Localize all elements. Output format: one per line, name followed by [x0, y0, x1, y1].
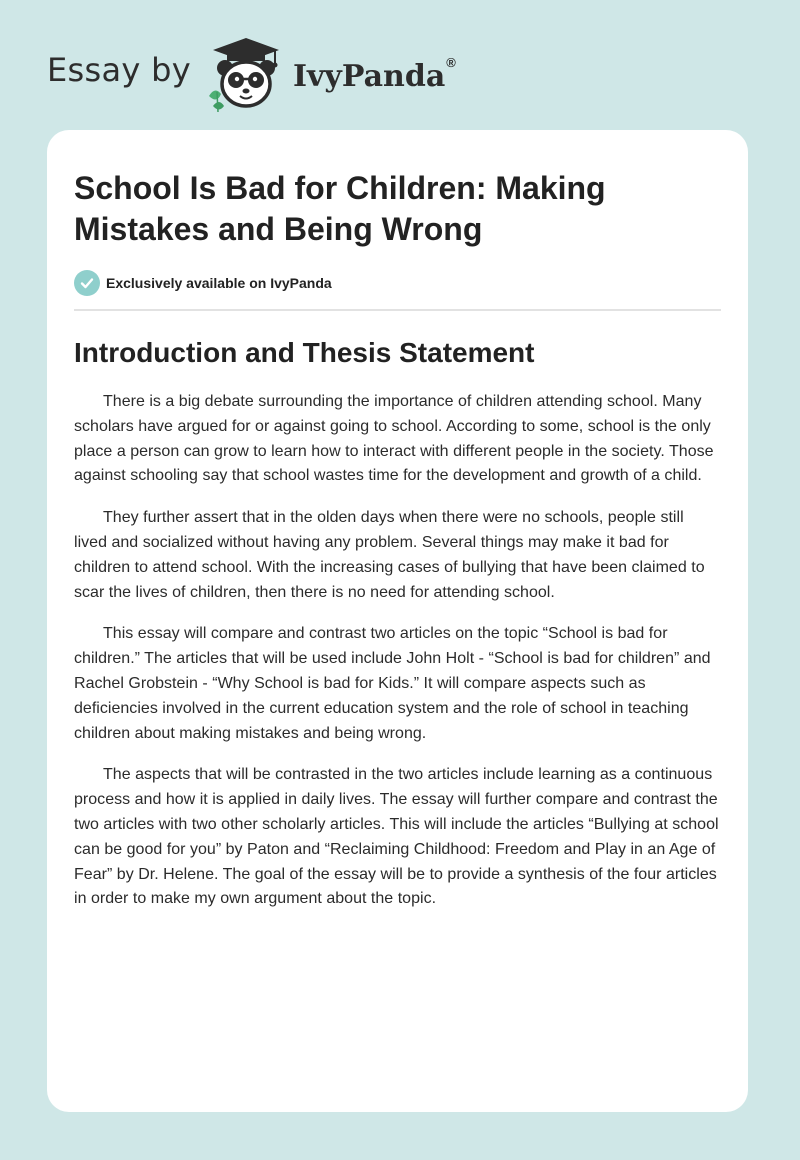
section-heading: Introduction and Thesis Statement: [74, 337, 535, 368]
exclusive-badge: [74, 270, 721, 311]
paragraph: The aspects that will be contrasted in the two articles include learning as a continuous process and how it is applied in daily lives. The essay will further compare and contrast the two articles with two other scholarly articles. This will include the articles “Bullying at school can be good for you” by Paton and “Reclaiming Childhood: Freedom and Play in an Age of Fear” by Dr. Helene. The goal of the essay will be to provide a synthesis of the four articles in order to make my own argument about the topic.: [74, 766, 719, 908]
essay-title: School Is Bad for Children: Making Mistakes and Being Wrong: [74, 170, 606, 247]
essay-card: [47, 130, 748, 1112]
check-icon: [74, 270, 100, 296]
paragraph: They further assert that in the olden days when there were no schools, people still lived and socialized without having any problem. Several things may make it bad for children to attend school. With the increasing cases of bullying that have been claimed to scar the lives of children, then there is no need for attending school.: [74, 509, 705, 601]
registered-mark: ®: [446, 54, 456, 70]
paragraph: There is a big debate surrounding the importance of children attending school. Many scholars have argued for or against going to school. According to some, school is the only place a person can grow to learn how to interact with different people in the society. Those against schooling say that school wastes time for the development and growth of a child.: [74, 393, 714, 485]
ivypanda-brand[interactable]: IvyPanda: [292, 58, 446, 94]
exclusive-badge-label: Exclusively available on IvyPanda: [106, 275, 332, 291]
panda-graduate-icon[interactable]: [205, 36, 287, 112]
site-header: [47, 34, 456, 114]
paragraph: This essay will compare and contrast two articles on the topic “School is bad for children.” The articles that will be used include John Holt - “School is bad for children” and Rachel Grobstein - “Why School is bad for Kids.” It will compare aspects such as deficiencies involved in the current education system and the role of school in teaching children about making mistakes and being wrong.: [74, 625, 711, 742]
essay-by-label: Essay by: [47, 51, 191, 89]
